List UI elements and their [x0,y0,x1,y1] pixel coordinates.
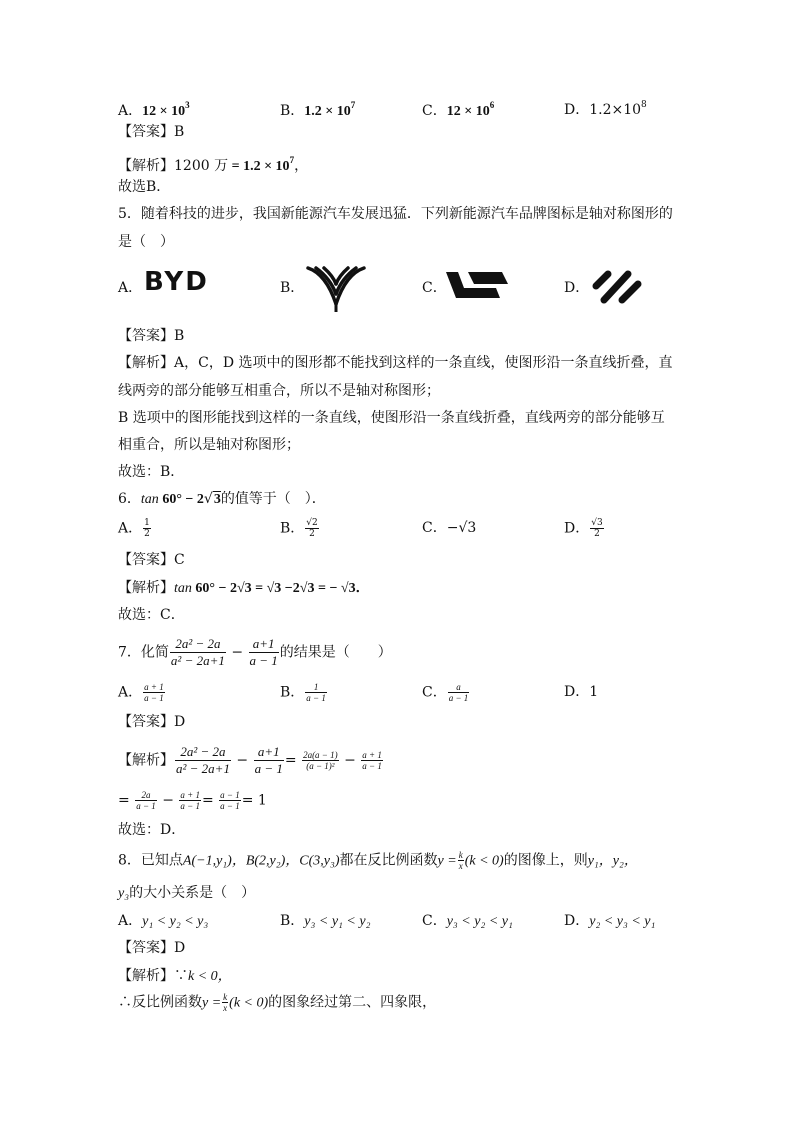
q7-option-a: A． $\frac{a + 1}{a - 1}$ [118,682,164,703]
q5-answer: 【答案】B [118,328,185,344]
q8-stem-line2: y₃的大小关系是（ ） [118,885,256,901]
q5-option-a-label: A． [118,280,143,296]
q4-analysis: 【解析】1200 万 = $1.2 \times 10^7$， [118,155,309,174]
q8-option-b: B．y₃ < y₁ < y₂ [280,913,371,929]
q6-analysis: 【解析】tan 60° − 2√3 = √3 −2√3 = − √3． [118,580,370,596]
q6-conclusion: 故选：C． [118,607,185,623]
q5-analysis-line1: 【解析】A，C，D 选项中的图形都不能找到这样的一条直线，使图形沿一条直线折叠，直 [118,355,673,371]
q6-option-d: D． $\frac{√3}{2}$ [564,518,603,539]
q5-option-d-label: D． [564,280,590,296]
q8-analysis-line2: ∴反比例函数y = $\frac{k}{x}$ (k < 0)的图象经过第二、四象限， [118,992,437,1013]
q4-conclusion: 故选B． [118,179,171,195]
q8-stem-line1: 8．已知点A(−1,y₁)，B(2,y₂)，C(3,y₃)都在反比例函数y = $\frac{k}{x}$ (k < 0)的图像上，则y₁，y₂， [118,850,638,871]
q7-answer: 【答案】D [118,714,186,730]
q7-conclusion: 故选：D． [118,822,186,838]
q7-stem: 7．化简 $\frac{\text{2a² − 2a}}{\text{a² − 2a+1}}$ − $\frac{a+1}{a - 1}$ 的结果是（ ） [118,636,392,668]
q8-answer: 【答案】D [118,940,186,956]
wing-v-logo-icon [306,264,366,314]
q8-option-d: D．y₂ < y₃ < y₁ [564,913,656,929]
q5-conclusion: 故选：B． [118,464,185,480]
q7-option-c: C． $\frac{a}{a - 1}$ [422,682,469,703]
q6-option-b: B． $\frac{√2}{2}$ [280,518,318,539]
q7-analysis-line1: 【解析】 $\frac{\text{2a² − 2a}}{\text{a² − 2a+1}}$ − $\frac{a+1}{a - 1}$ = $\frac{2a(a - 1)}{\text{(a − 1)²}}$ − $\frac{a + 1}{a - 1}$ [118,744,382,776]
q5-stem-line1: 5．随着科技的进步，我国新能源汽车发展迅猛．下列新能源汽车品牌图标是轴对称图形的 [118,206,673,222]
q5-option-c-label: C． [422,280,447,296]
q5-analysis-line3: B 选项中的图形能找到这样的一条直线，使图形沿一条直线折叠，直线两旁的部分能够互 [118,410,665,426]
q4-option-a: A．$12 \times 10^3$ [118,100,190,119]
slash-logo-icon [590,266,646,306]
q5-analysis-line4: 相重合，所以是轴对称图形； [118,437,300,453]
q4-option-b: B．$1.2 \times 10^7$ [280,100,356,119]
q5-option-b-label: B． [280,280,305,296]
q8-option-a: A．y₁ < y₂ < y₃ [118,913,209,929]
q4-answer: 【答案】B [118,124,185,140]
q5-analysis-line2: 线两旁的部分能够互相重合，所以不是轴对称图形； [118,383,440,399]
q4-option-d: D．$1.2\times 10^8$ [564,100,647,118]
q7-analysis-line2: = $\frac{2a}{a - 1}$ − $\frac{a + 1}{a - 1}$ = $\frac{a - 1}{a - 1}$ = 1 [118,790,267,811]
q5-stem-line2: 是（ ） [118,234,174,250]
q6-stem: 6．tan 60° − 2√3的值等于（ ）． [118,491,326,507]
q7-option-d: D．1 [564,684,599,700]
q6-option-c: C．−√3 [422,520,477,536]
q8-option-c: C．y₃ < y₂ < y₁ [422,913,513,929]
q6-answer: 【答案】C [118,552,185,568]
lixiang-logo-icon [446,272,508,300]
q6-option-a: A． $\frac{1}{2}$ [118,518,150,539]
q8-analysis-line1: 【解析】∵k < 0， [118,968,232,984]
q4-option-c: C．$12 \times 10^6$ [422,100,495,119]
q7-option-b: B． $\frac{1}{a - 1}$ [280,682,326,703]
byd-logo: BYD [144,267,209,297]
